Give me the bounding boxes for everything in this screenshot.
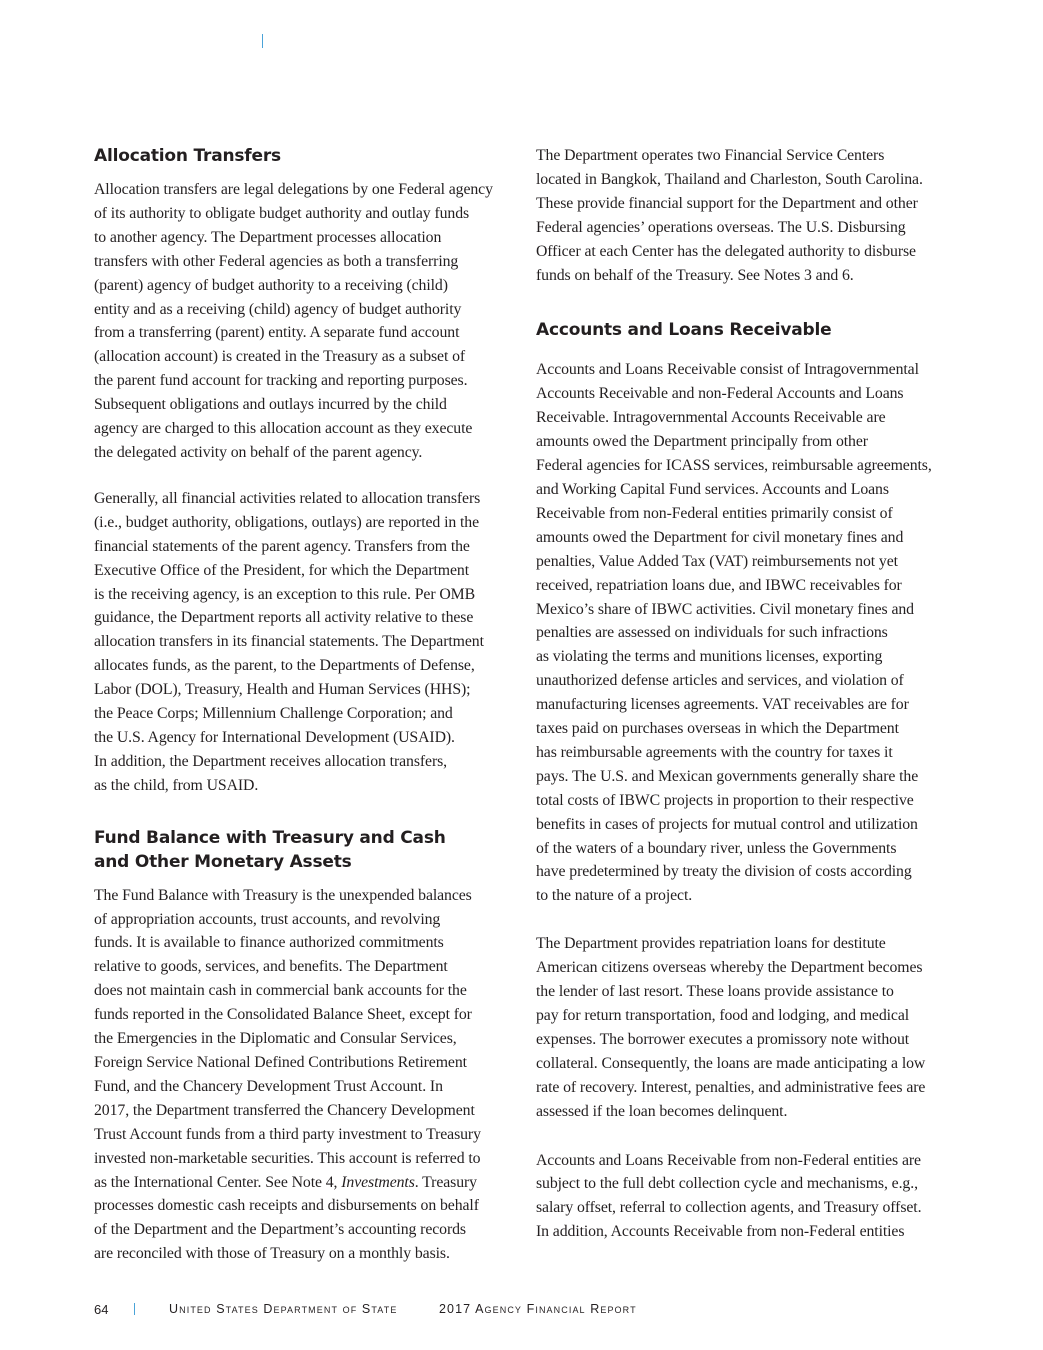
paragraph-fund-balance [94, 884, 519, 1267]
heading-fund-balance: Fund Balance with Treasury and Cash and Other Monetary Assets [94, 827, 446, 872]
paragraph-allocation-transfers-2: Generally, all financial activities related to allocation transfers (i.e., budget authority, obligations, outlays) are reported in the financial statements of the parent agency. Transfers from the Executive Office of the President, for which the Department is the receiving agency, is an exception to this rule. Per OMB guidance, the Department reports all activity relative to these allocation transfers in its financial statements. The Department allocates funds, as the parent, to the Departments of Defense, Labor (DOL), Treasury, Health and Human Services (HHS); the Peace Corps; Millennium Challenge Corporation; and the U.S. Agency for International Development (USAID). In addition, the Department receives allocation transfers, as the child, from USAID. [94, 489, 484, 794]
paragraph-debt-collection: Accounts and Loans Receivable from non-Federal entities are subject to the full debt collection cycle and mechanisms, e.g., salary offset, referral to collection agents, and Treasury offset. In addition, Accounts Receivable from non-Federal entities [536, 1151, 922, 1241]
footer-divider [134, 1303, 135, 1315]
footer-organization: United States Department of State [169, 1302, 398, 1316]
paragraph-allocation-transfers-1: Allocation transfers are legal delegations by one Federal agency of its authority to obligate budget authority and outlay funds to another agency. The Department processes allocation transfers with other Federal agencies as both a transferring (parent) agency of budget authority to a receiving (child) entity and as a receiving (child) agency of budget authority from a transferring (parent) entity. A separate fund account (allocation account) is created in the Treasury as a subset of the parent fund account for tracking and reporting purposes. Subsequent obligations and outlays incurred by the child agency are charged to this allocation account as they execute the delegated activity on behalf of the parent agency. [94, 181, 493, 461]
footer-report-title: 2017 Agency Financial Report [439, 1302, 637, 1316]
right-column [536, 144, 966, 1244]
paragraph-fund-balance-part1: The Fund Balance with Treasury is the unexpended balances of appropriation accounts, trust accounts, and revolving funds. It is available to finance authorized commitments relative to goods, services, and benefits. The Department does not maintain cash in commercial bank accounts for the funds reported in the Consolidated Balance Sheet, except for the Emergencies in the Diplomatic and Consular Services, Foreign Service National Defined Contributions Retirement Fund, and the Chancery Development Trust Account. In 2017, the Department transferred the Chancery Development Trust Account funds from a third party investment to Treasury invested non-marketable securities. This account is referred to as the International Center. See Note 4, [94, 886, 481, 1191]
page-footer [94, 1300, 637, 1318]
paragraph-fund-balance-part2: . Treasury processes domestic cash receipts and disbursements on behalf of the Department and the Department’s accounting records are reconciled with those of Treasury on a monthly basis. [94, 1173, 479, 1263]
page-number: 64 [94, 1301, 109, 1317]
paragraph-financial-service-centers: The Department operates two Financial Service Centers located in Bangkok, Thailand and Charleston, South Carolina. These provide financial support for the Department and other Federal agencies’ operations overseas. The U.S. Disbursing Officer at each Center has the delegated authority to disburse funds on behalf of the Treasury. See Notes 3 and 6. [536, 147, 923, 284]
paragraph-accounts-receivable-1: Accounts and Loans Receivable consist of Intragovernmental Accounts Receivable and non-Federal Accounts and Loans Receivable. Intragovernmental Accounts Receivable are amounts owed the Department principally from other Federal agencies for ICASS services, reimbursable agreements, and Working Capital Fund services. Accounts and Loans Receivable from non-Federal entities primarily consist of amounts owed the Department for civil monetary fines and penalties, Value Added Tax (VAT) reimbursements not yet received, repatriation loans due, and IBWC receivables for Mexico’s share of IBWC activities. Civil monetary fines and penalties are assessed on individuals for such infractions as violating the terms and munitions licenses, exporting unauthorized defense articles and services, and violation of manufacturing licenses agreements. VAT receivables are for taxes paid on purchases overseas in which the Department has reimbursable agreements with the country for taxes it pays. The U.S. and Mexican governments generally share the total costs of IBWC projects in proportion to their respective benefits in cases of projects for mutual control and utilization of the waters of a boundary river, unless the Governments have predetermined by treaty the division of costs according to the nature of a project. [536, 361, 932, 905]
heading-allocation-transfers: Allocation Transfers [94, 146, 281, 166]
header-divider-mark [262, 34, 263, 48]
left-column [94, 144, 519, 1266]
paragraph-repatriation-loans: The Department provides repatriation loans for destitute American citizens overseas whereby the Department becomes the lender of last resort. These loans provide assistance to pay for return transportation, food and lodging, and medical expenses. The borrower executes a promissory note without collateral. Consequently, the loans are made anticipating a low rate of recovery. Interest, penalties, and administrative fees are assessed if the loan becomes delinquent. [536, 935, 926, 1120]
investments-note-reference: Investments [341, 1173, 415, 1191]
heading-accounts-loans-receivable: Accounts and Loans Receivable [536, 320, 832, 341]
